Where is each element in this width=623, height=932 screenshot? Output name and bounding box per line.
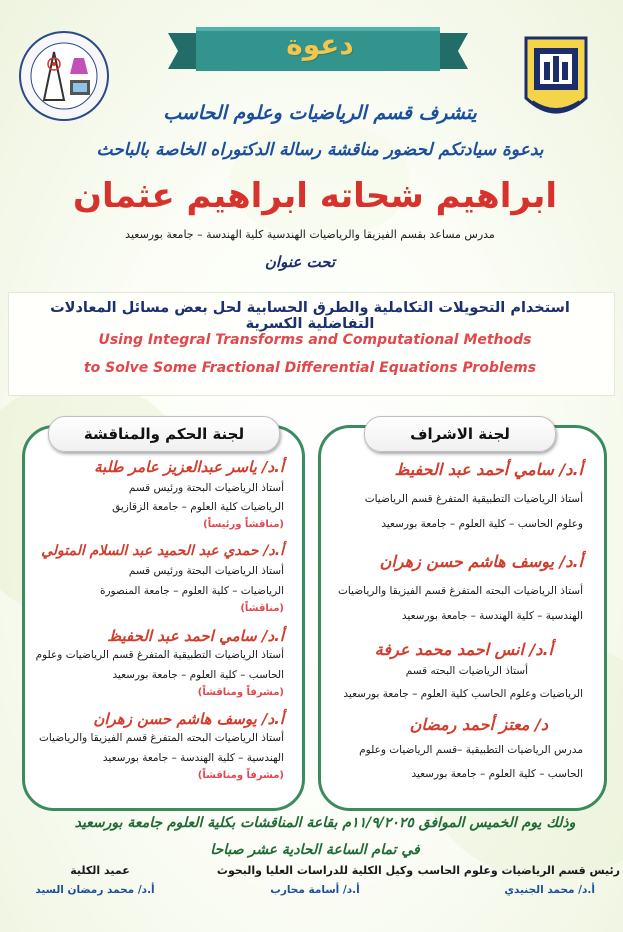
exam-member-desc: الرياضيات – كلية العلوم – جامعة المنصورة — [99, 585, 284, 597]
supervisor-desc: أستاذ الرياضيات البحته المتفرغ قسم الفيزيقا والرياضيات — [337, 585, 583, 597]
exam-member-desc: الهندسية – كلية الهندسة – جامعة بورسعيد — [102, 752, 284, 764]
under-title-label: تحت عنوان — [264, 253, 336, 271]
thesis-title-arabic: استخدام التحويلات التكاملية والطرق الحسابية لحل بعض مسائل المعادلات التفاضلية الكسرية — [50, 300, 570, 332]
exam-member-name: أ.د/ سامي احمد عبد الحفيظ — [107, 627, 284, 645]
exam-member-role: (مناقشاً ورئيساً) — [203, 519, 284, 530]
banner-title: دعوة — [286, 28, 354, 61]
exam-member-role: (مناقشاً) — [240, 603, 284, 614]
exam-member-desc: أستاذ الرياضيات البحتة ورئيس قسم — [128, 482, 284, 494]
exam-member-desc: الرياضيات كلية العلوم – جامعة الزقازيق — [112, 501, 284, 513]
thesis-title-english-line2: to Solve Some Fractional Differential Equations Problems — [83, 360, 537, 376]
candidate-name: ابراهيم شحاته ابراهيم عثمان — [73, 176, 557, 216]
host-department: يتشرف قسم الرياضيات وعلوم الحاسب — [163, 102, 477, 124]
defense-time: في تمام الساعة الحادية عشر صباحا — [210, 842, 420, 858]
thesis-title-english-line1: Using Integral Transforms and Computational Methods — [98, 332, 532, 348]
supervisor-desc: مدرس الرياضيات التطبيقية –قسم الرياضيات وعلوم — [359, 744, 583, 756]
university-logo — [520, 34, 592, 129]
supervision-committee-title: لجنة الاشراف — [364, 416, 556, 452]
exam-member-desc: أستاذ الرياضيات البحتة ورئيس قسم — [128, 565, 284, 577]
supervisor-desc: الحاسب – كلية العلوم – جامعة بورسعيد — [411, 768, 583, 780]
signature-name: أ.د/ محمد رمضان السيد — [35, 884, 155, 896]
supervisor-desc: الرياضيات وعلوم الحاسب كلية العلوم – جامعة بورسعيد — [343, 688, 583, 700]
exam-member-desc: الحاسب – كلية العلوم – جامعة بورسعيد — [112, 669, 284, 681]
exam-member-desc: أستاذ الرياضيات البحته المتفرغ قسم الفيزيقا والرياضيات — [38, 732, 284, 744]
signature-name: أ.د/ محمد الجنيدي — [504, 884, 595, 896]
supervisor-name: أ.د/ سامي أحمد عبد الحفيظ — [394, 460, 583, 479]
signature-title: وكيل الكلية للدراسات العليا والبحوث — [216, 864, 414, 877]
supervisor-desc: وعلوم الحاسب – كلية العلوم – جامعة بورسعيد — [381, 518, 583, 530]
supervisor-desc: أستاذ الرياضيات التطبيقية المتفرغ قسم الرياضيات — [364, 493, 583, 505]
examination-committee-title: لجنة الحكم والمناقشة — [48, 416, 280, 452]
signature-name: أ.د/ أسامة محارب — [270, 884, 360, 896]
signature-title: عميد الكلية — [70, 864, 130, 877]
exam-member-name: أ.د/ ياسر عبدالعزيز عامر طلبة — [94, 458, 284, 476]
signature-title: رئيس قسم الرياضيات وعلوم الحاسب — [417, 864, 620, 877]
exam-member-role: (مشرفاً ومناقشاً) — [197, 770, 284, 781]
exam-member-name: أ.د/ يوسف هاشم حسن زهران — [93, 710, 284, 728]
supervisor-desc: أستاذ الرياضيات البحته قسم — [405, 665, 528, 677]
supervisor-desc: الهندسية – كلية الهندسة – جامعة بورسعيد — [401, 610, 583, 622]
candidate-position: مدرس مساعد بقسم الفيزيقا والرياضيات الهندسية كلية الهندسة – جامعة بورسعيد — [125, 228, 495, 241]
supervisor-name: د/ معتز أحمد رمضان — [409, 715, 548, 734]
faculty-engineering-logo — [18, 30, 110, 122]
exam-member-desc: أستاذ الرياضيات التطبيقية المتفرغ قسم الرياضيات وعلوم — [35, 649, 284, 661]
exam-member-name: أ.د/ حمدي عبد الحميد عبد السلام المتولي — [41, 543, 284, 559]
supervisor-name: أ.د/ يوسف هاشم حسن زهران — [379, 552, 583, 571]
invitation-text: بدعوة سيادتكم لحضور مناقشة رسالة الدكتوراه الخاصة بالباحث — [96, 140, 544, 160]
exam-member-role: (مشرفاً ومناقشاً) — [197, 687, 284, 698]
supervisor-name: أ.د/ انس احمد محمد عرفة — [374, 640, 553, 659]
defense-date-venue: وذلك يوم الخميس الموافق ١١/٩/٢٠٢٥م بقاعة المناقشات بكلية العلوم جامعة بورسعيد — [74, 815, 576, 831]
